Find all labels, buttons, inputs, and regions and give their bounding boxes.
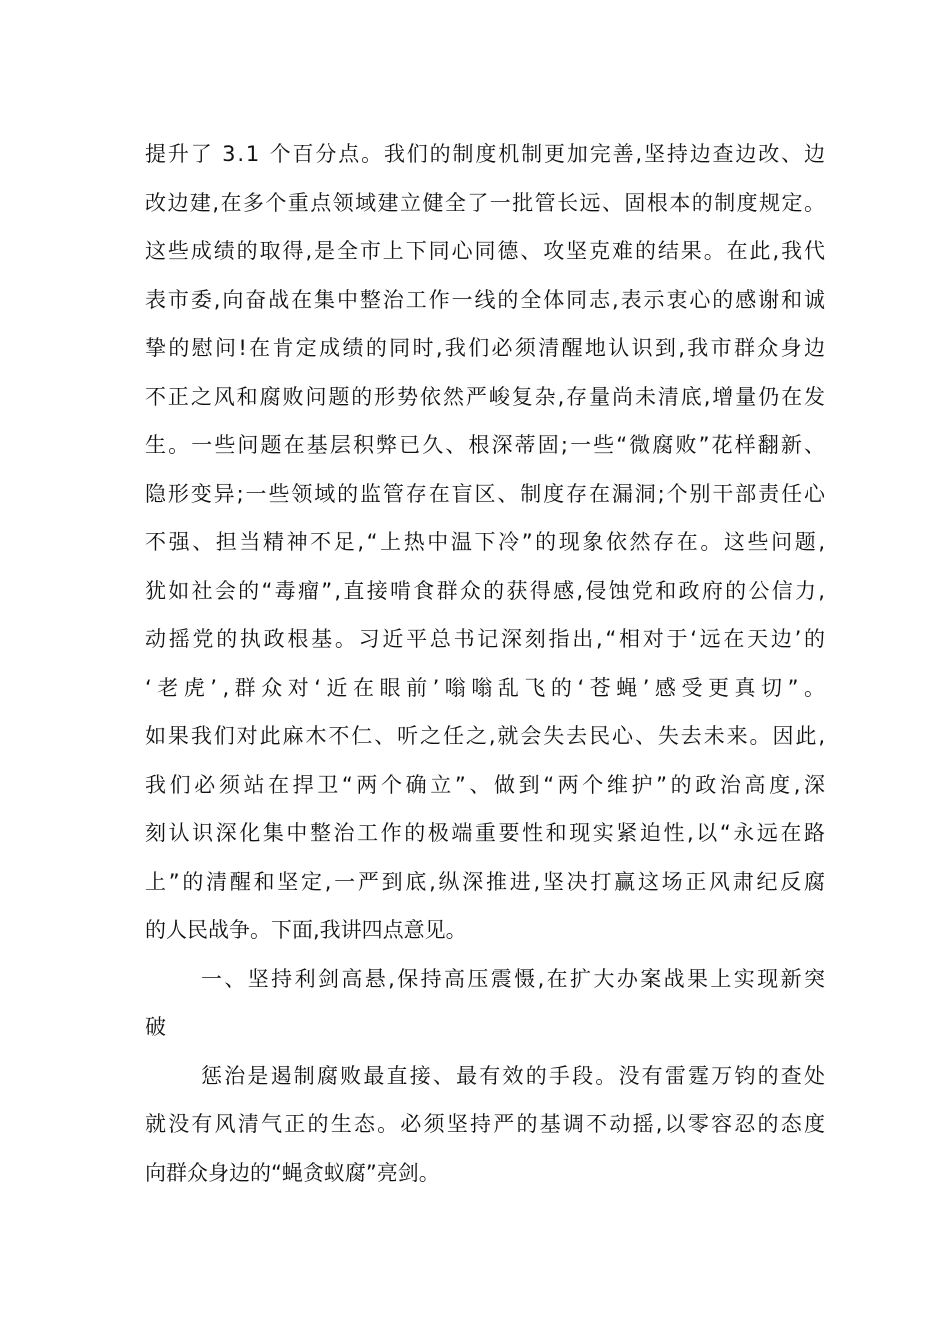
section-heading-line xyxy=(145,1003,825,1052)
line-text: 向群众身边的“蝇贪蚁腐”亮剑。 xyxy=(145,1160,440,1185)
text-line xyxy=(145,276,825,325)
line-text: 提升了 3.1 个百分点。我们的制度机制更加完善,坚持边查边改、边 xyxy=(145,142,827,166)
text-line xyxy=(145,130,825,179)
text-line xyxy=(145,518,828,567)
text-line xyxy=(145,1100,828,1149)
text-line xyxy=(145,470,825,519)
line-text: 的人民战争。下面,我讲四点意见。 xyxy=(145,918,467,942)
text-line xyxy=(145,761,829,810)
body-text xyxy=(145,130,831,1197)
text-line xyxy=(145,324,828,373)
line-text: 犹如社会的“毒瘤”,直接啃食群众的获得感,侵蚀党和政府的公信力, xyxy=(145,578,828,603)
line-text: 生。一些问题在基层积弊已久、根深蒂固;一些“微腐败”花样翻新、 xyxy=(145,433,828,457)
line-text: 隐形变异;一些领域的监管存在盲区、制度存在漏洞;个别干部责任心 xyxy=(145,481,827,506)
line-text: 不强、担当精神不足,“上热中温下冷”的现象依然存在。这些问题, xyxy=(145,530,828,554)
text-line xyxy=(145,421,828,470)
text-line xyxy=(145,809,828,858)
line-text: 挚的慰问!在肯定成绩的同时,我们必须清醒地认识到,我市群众身边 xyxy=(145,336,828,360)
line-text: 如果我们对此麻木不仁、听之任之,就会失去民心、失去未来。因此, xyxy=(145,724,827,748)
line-text: 不正之风和腐败问题的形势依然严峻复杂,存量尚未清底,增量仍在发 xyxy=(145,384,827,409)
line-text: 就没有风清气正的生态。必须坚持严的基调不动摇,以零容忍的态度 xyxy=(145,1112,828,1136)
line-text: 刻认识深化集中整治工作的极端重要性和现实紧迫性,以“永远在路 xyxy=(145,821,828,845)
text-line xyxy=(145,615,828,664)
line-text: ‘老虎’,群众对‘近在眼前’嗡嗡乱飞的‘苍蝇’感受更真切”。 xyxy=(145,675,831,700)
text-line xyxy=(145,567,828,616)
text-line xyxy=(145,906,825,955)
line-text: 改边建,在多个重点领域建立健全了一批管长远、固根本的制度规定。 xyxy=(145,190,827,215)
section-heading-text: 一、坚持利剑高悬,保持高压震慑,在扩大办案战果上实现新突 xyxy=(201,966,828,991)
section-heading-text: 破 xyxy=(145,1015,166,1039)
text-line xyxy=(145,858,828,907)
line-text: 表市委,向奋战在集中整治工作一线的全体同志,表示衷心的感谢和诚 xyxy=(145,287,827,312)
text-line xyxy=(145,712,825,761)
text-line xyxy=(145,179,825,228)
text-line xyxy=(145,1052,828,1101)
text-line xyxy=(145,227,825,276)
line-text: 动摇党的执政根基。习近平总书记深刻指出,“相对于‘远在天边’的 xyxy=(145,627,828,651)
text-line xyxy=(145,664,831,713)
line-text: 惩治是遏制腐败最直接、最有效的手段。没有雷霆万钧的查处 xyxy=(201,1063,828,1088)
text-line xyxy=(145,373,825,422)
section-heading-line xyxy=(145,955,828,1004)
line-text: 上”的清醒和坚定,一严到底,纵深推进,坚决打赢这场正风肃纪反腐 xyxy=(145,869,828,894)
text-line xyxy=(145,1149,825,1198)
line-text: 我们必须站在捍卫“两个确立”、做到“两个维护”的政治高度,深 xyxy=(145,772,829,797)
line-text: 这些成绩的取得,是全市上下同心同德、攻坚克难的结果。在此,我代 xyxy=(145,239,827,263)
